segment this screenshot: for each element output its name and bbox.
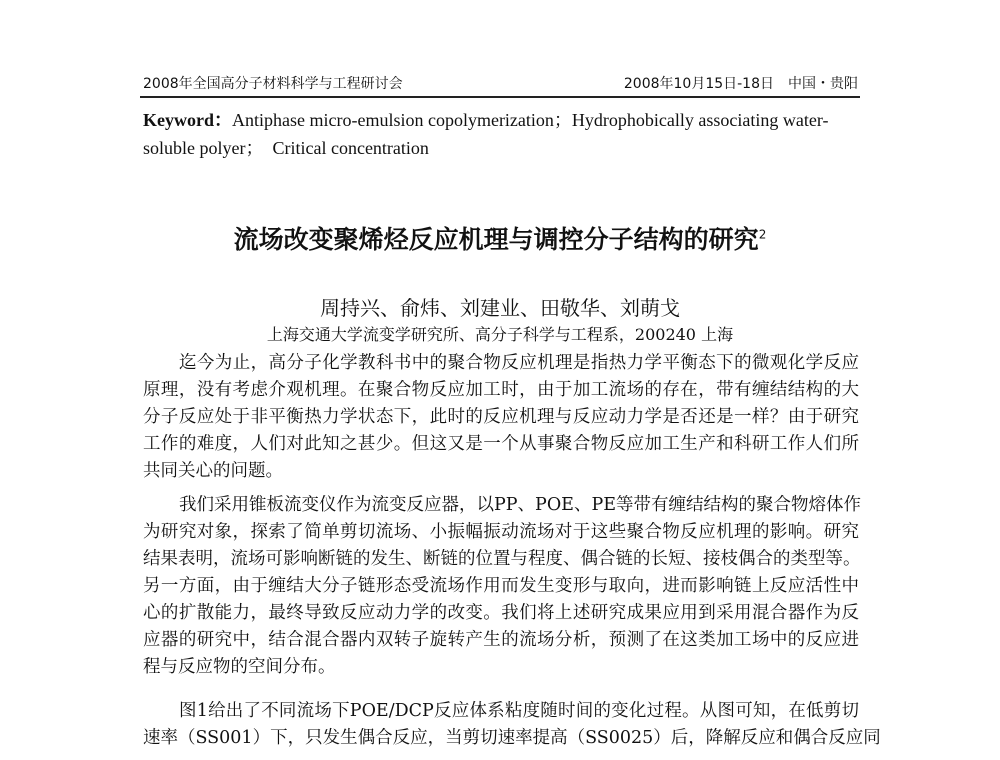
text-line: 结果表明，流场可影响断链的发生、断链的位置与程度、偶合链的长短、接枝偶合的类型等。 [143,549,861,569]
text-line: 我们采用锥板流变仪作为流变反应器，以PP、POE、PE等带有缠结结构的聚合物熔体作 [179,495,861,515]
text-line: 程与反应物的空间分布。 [143,657,336,677]
keywords [143,106,861,162]
text-line: 应器的研究中，结合混合器内双转子旋转产生的流场分析，预测了在这类加工场中的反应进 [143,630,859,650]
text-line: 共同关心的问题。 [143,461,283,481]
paragraph-2 [143,492,859,681]
keyword-label: Keyword： [143,110,232,130]
affiliation: 上海交通大学流变学研究所、高分子科学与工程系，200240 上海 [266,325,734,344]
text-line: 原理，没有考虑介观机理。在聚合物反应加工时，由于加工流场的存在，带有缠结结构的大 [143,380,859,400]
keyword-text: Antiphase micro-emulsion copolymerization；Hydrophobically associating water-soluble polyer； Critical concentration [143,110,829,158]
text-line: 图1给出了不同流场下POE/DCP反应体系粘度随时间的变化过程。从图可知，在低剪切 [179,701,859,721]
paragraph-3 [143,698,881,752]
text-line: 迄今为止，高分子化学教科书中的聚合物反应机理是指热力学平衡态下的微观化学反应 [179,353,859,373]
title-footnote: 2 [758,227,767,242]
title-text: 流场改变聚烯烃反应机理与调控分子结构的研究 [233,225,759,254]
text-line: 分子反应处于非平衡热力学状态下，此时的反应机理与反应动力学是否还是一样？由于研究 [143,407,859,427]
text-line: 心的扩散能力，最终导致反应动力学的改变。我们将上述研究成果应用到采用混合器作为反 [143,603,859,623]
authors: 周持兴、俞炜、刘建业、田敬华、刘萌戈 [320,296,680,320]
running-header [143,70,858,94]
text-line: 为研究对象，探索了简单剪切流场、小振幅振动流场对于这些聚合物反应机理的影响。研究 [143,522,859,542]
text-line: 工作的难度，人们对此知之甚少。但这又是一个从事聚合物反应加工生产和科研工作人们所 [143,434,859,454]
text-line: 另一方面，由于缠结大分子链形态受流场作用而发生变形与取向，进而影响链上反应活性中 [143,576,859,596]
paragraph-1 [143,350,859,485]
header-rule [140,96,860,98]
conference-date-place: 2008年10月15日-18日 中国・贵阳 [623,76,858,92]
text-line: 速率（SS001）下，只发生偶合反应，当剪切速率提高（SS0025）后，降解反应和偶合反应同 [143,728,881,748]
paper-title [0,220,1000,256]
conference-name: 2008年全国高分子材料科学与工程研讨会 [143,76,403,92]
